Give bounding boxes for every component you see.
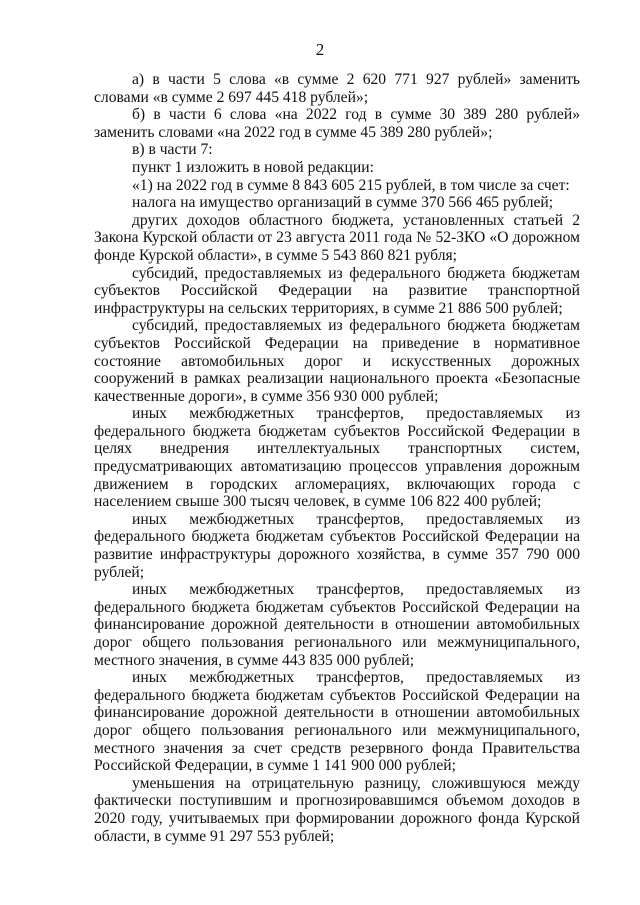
document-body: [94, 71, 580, 845]
paragraph-amend-part-5: а) в части 5 слова «в сумме 2 620 771 927 рублей» заменить словами «в сумме 2 697 445 418 рублей»;: [94, 71, 580, 106]
paragraph-subsidy-safe-roads: субсидий, предоставляемых из федерального бюджета бюджетам субъектов Российской Федерации на приведение в нормативное состояние автомобильных дорог и искусственных дорожных сооружений в рамках реализации национального проекта «Безопасные качественные дороги», в сумме 356 930 000 рублей;: [94, 317, 580, 405]
page-number: 2: [315, 40, 325, 59]
paragraph-transfer-reserve-fund: иных межбюджетных трансфертов, предоставляемых из федерального бюджета бюджетам субъектов Российской Федерации на финансирование дорожной деятельности в отношении автомобильных дорог общего пользования регионального или межмуниципального, местного значения за счет средств резервного фонда Правительства Российской Федерации, в сумме 1 141 900 000 рублей;: [94, 669, 580, 775]
paragraph-amend-part-6: б) в части 6 слова «на 2022 год в сумме 30 389 280 рублей» заменить словами «на 2022 год в сумме 45 389 280 рублей»;: [94, 106, 580, 141]
paragraph-negative-difference: уменьшения на отрицательную разницу, сложившуюся между фактически поступившим и прогнозировавшимся объемом доходов в 2020 году, учитываемых при формировании дорожного фонда Курской области, в сумме 91 297 553 рублей;: [94, 774, 580, 845]
paragraph-other-revenues: других доходов областного бюджета, установленных статьей 2 Закона Курской области от 23 августа 2011 года № 52-ЗКО «О дорожном фонде Курской области», в сумме 5 543 860 821 рубля;: [94, 211, 580, 264]
paragraph-property-tax: налога на имущество организаций в сумме 370 566 465 рублей;: [132, 194, 554, 212]
paragraph-2022-total: «1) на 2022 год в сумме 8 843 605 215 рублей, в том числе за счет:: [132, 176, 570, 194]
paragraph-transfer-road-infrastructure: иных межбюджетных трансфертов, предоставляемых из федерального бюджета бюджетам субъектов Российской Федерации на развитие инфраструктуры дорожного хозяйства, в сумме 357 790 000 рублей;: [94, 510, 580, 581]
paragraph-point-1-intro: пункт 1 изложить в новой редакции:: [132, 158, 374, 176]
paragraph-transfer-road-activity: иных межбюджетных трансфертов, предоставляемых из федерального бюджета бюджетам субъектов Российской Федерации на финансирование дорожной деятельности в отношении автомобильных дорог общего пользования регионального или межмуниципального, местного значения, в сумме 443 835 000 рублей;: [94, 581, 580, 669]
paragraph-subsidy-rural-transport: субсидий, предоставляемых из федерального бюджета бюджетам субъектов Российской Федерации на развитие транспортной инфраструктуры на сельских территориях, в сумме 21 886 500 рублей;: [94, 264, 580, 317]
paragraph-transfer-intelligent-transport: иных межбюджетных трансфертов, предоставляемых из федерального бюджета бюджетам субъектов Российской Федерации в целях внедрения интеллектуальных транспортных систем, предусматривающих автоматизацию процессов управления дорожным движением в городских агломерациях, включающих города с населением свыше 300 тысяч человек, в сумме 106 822 400 рублей;: [94, 405, 580, 511]
paragraph-amend-part-7: в) в части 7:: [132, 141, 213, 159]
